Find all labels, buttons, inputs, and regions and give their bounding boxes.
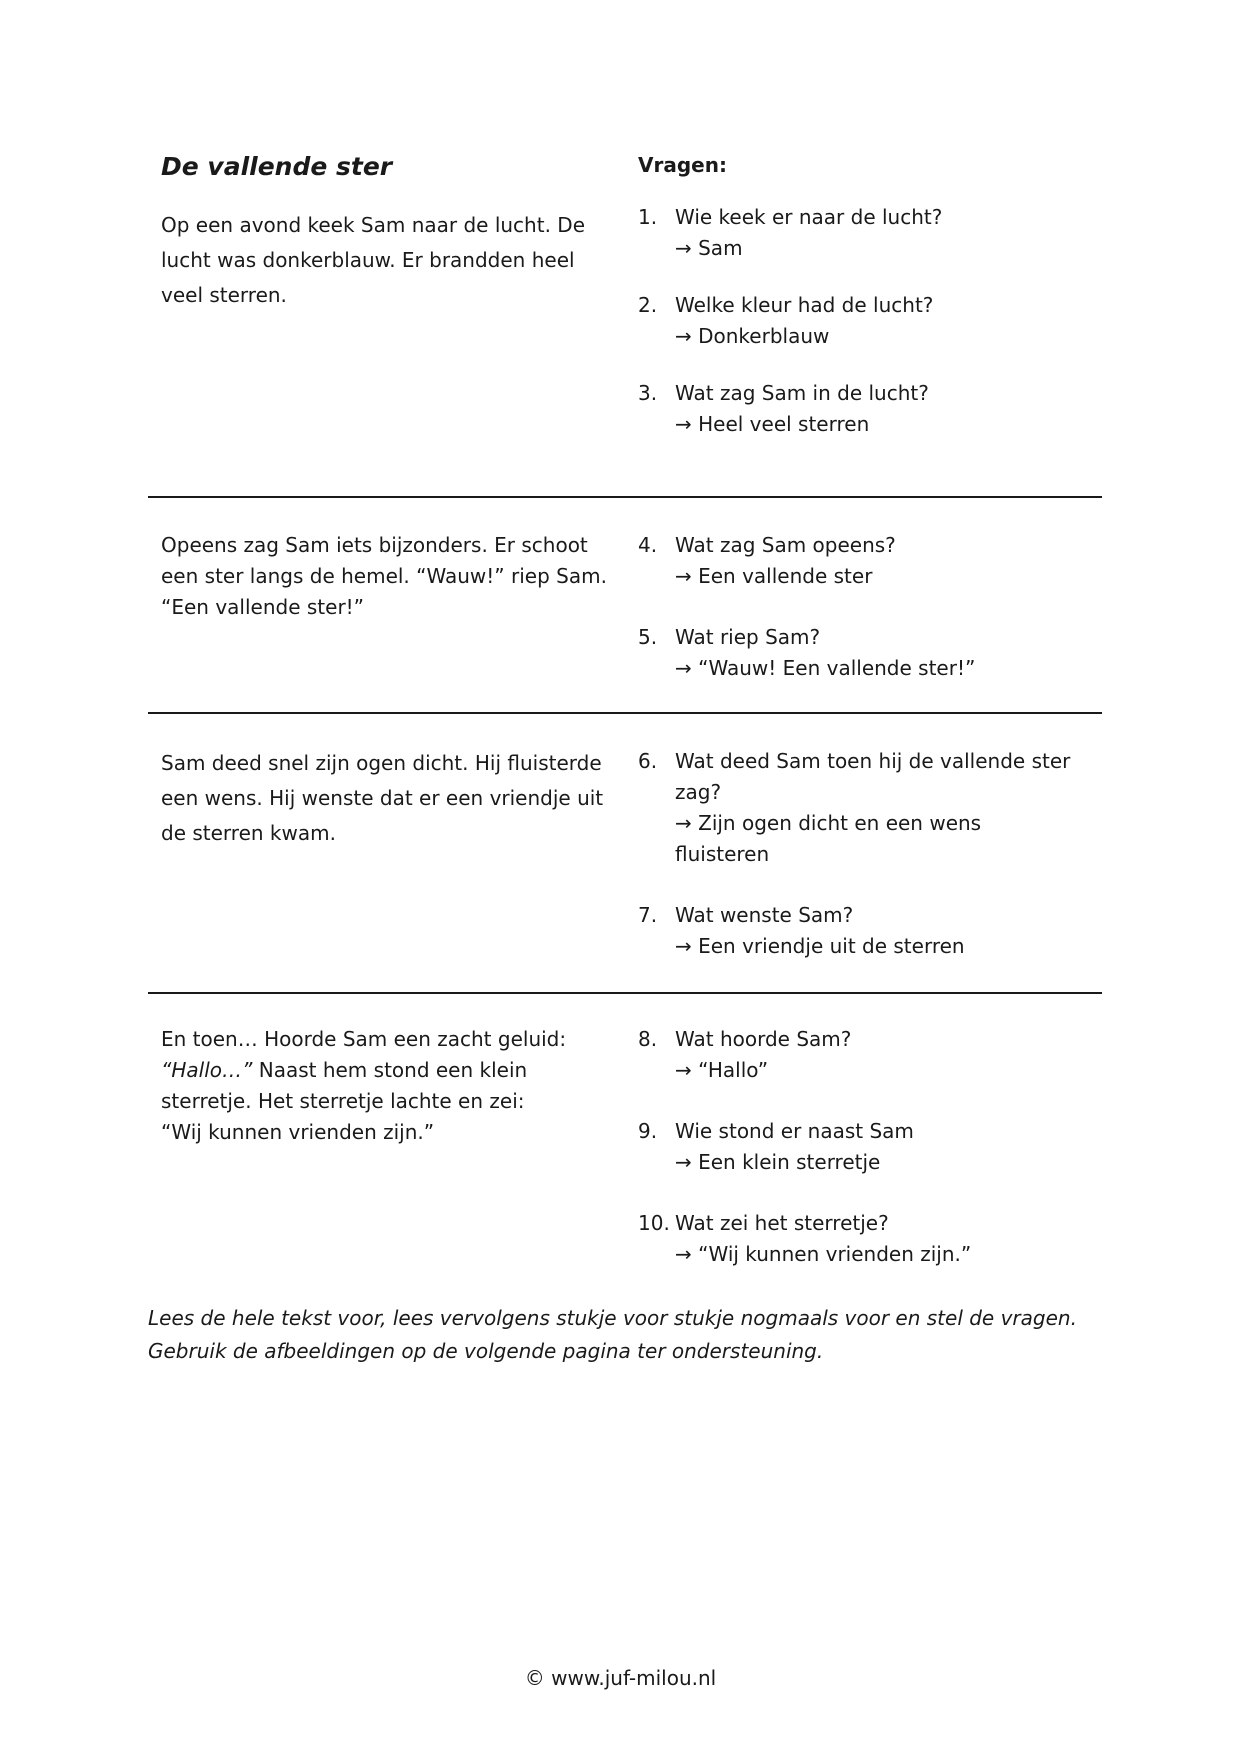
question-number: 6. [638, 749, 658, 773]
page-title: De vallende ster [161, 152, 393, 181]
question-item-6 [638, 746, 1108, 870]
questions-heading: Vragen: [638, 153, 727, 177]
story-line: veel sterren. [161, 283, 287, 307]
answer-text: → “Hallo” [675, 1058, 769, 1082]
answer-text: → Een vriendje uit de sterren [675, 934, 965, 958]
answer-text: → Een vallende ster [675, 564, 873, 588]
instruction-line: Lees de hele tekst voor, lees vervolgens stukje voor stukje nogmaals voor en stel de vragen. [148, 1306, 1077, 1330]
story-line: de sterren kwam. [161, 821, 336, 845]
question-item-4 [638, 530, 1108, 592]
question-item-10 [638, 1208, 1108, 1270]
footer-copyright: © www.juf-milou.nl [524, 1666, 717, 1690]
answer-text: fluisteren [675, 842, 770, 866]
story-line: Opeens zag Sam iets bijzonders. Er schoot [161, 533, 588, 557]
story-quote-hallo: “Hallo…” [161, 1058, 253, 1082]
question-number: 2. [638, 293, 658, 317]
question-item-7 [638, 900, 1108, 962]
story-line [161, 1055, 621, 1086]
question-item-8 [638, 1024, 1108, 1086]
answer-text: → Heel veel sterren [675, 412, 870, 436]
answer-text: → “Wauw! Een vallende ster!” [675, 656, 976, 680]
instruction-line: Gebruik de afbeeldingen op de volgende pagina ter ondersteuning. [148, 1339, 824, 1363]
section-divider [148, 496, 1102, 498]
section-divider [148, 992, 1102, 994]
question-number: 4. [638, 533, 658, 557]
answer-text: → Donkerblauw [675, 324, 830, 348]
question-number: 10. [638, 1211, 670, 1235]
story-line: sterretje. Het sterretje lachte en zei: [161, 1089, 525, 1113]
story-line: een ster langs de hemel. “Wauw!” riep Sam. [161, 564, 607, 588]
answer-text: → Zijn ogen dicht en een wens [675, 811, 982, 835]
story-paragraph-3 [161, 746, 621, 851]
question-text: Wat deed Sam toen hij de vallende ster zag? [675, 749, 1071, 804]
question-item-3 [638, 378, 1108, 440]
story-line: Op een avond keek Sam naar de lucht. De [161, 213, 585, 237]
question-item-2 [638, 290, 1108, 352]
question-item-1 [638, 202, 1108, 264]
question-text: Wat wenste Sam? [675, 903, 854, 927]
question-text: Wie stond er naast Sam [675, 1119, 914, 1143]
story-line-rest: Naast hem stond een klein [252, 1058, 528, 1082]
question-text: Wat zag Sam in de lucht? [675, 381, 929, 405]
question-text: Wat zei het sterretje? [675, 1211, 889, 1235]
answer-text: → Een klein sterretje [675, 1150, 881, 1174]
story-line: En toen… Hoorde Sam een zacht geluid: [161, 1027, 567, 1051]
story-line: “Een vallende ster!” [161, 595, 365, 619]
question-number: 8. [638, 1027, 658, 1051]
question-number: 3. [638, 381, 658, 405]
story-paragraph-2 [161, 530, 621, 623]
story-line: Sam deed snel zijn ogen dicht. Hij fluisterde [161, 751, 602, 775]
question-text: Wat zag Sam opeens? [675, 533, 896, 557]
question-text: Welke kleur had de lucht? [675, 293, 934, 317]
story-line: lucht was donkerblauw. Er brandden heel [161, 248, 575, 272]
teacher-instructions [148, 1302, 1108, 1368]
answer-text: → “Wij kunnen vrienden zijn.” [675, 1242, 972, 1266]
question-number: 1. [638, 205, 658, 229]
question-number: 9. [638, 1119, 658, 1143]
story-paragraph-1 [161, 208, 621, 313]
answer-text: → Sam [675, 236, 743, 260]
question-text: Wie keek er naar de lucht? [675, 205, 943, 229]
question-item-9 [638, 1116, 1108, 1178]
section-divider [148, 712, 1102, 714]
question-item-5 [638, 622, 1108, 684]
question-number: 5. [638, 625, 658, 649]
question-text: Wat hoorde Sam? [675, 1027, 852, 1051]
question-number: 7. [638, 903, 658, 927]
question-text: Wat riep Sam? [675, 625, 821, 649]
story-line: “Wij kunnen vrienden zijn.” [161, 1120, 435, 1144]
story-line: een wens. Hij wenste dat er een vriendje uit [161, 786, 604, 810]
story-paragraph-4 [161, 1024, 621, 1148]
